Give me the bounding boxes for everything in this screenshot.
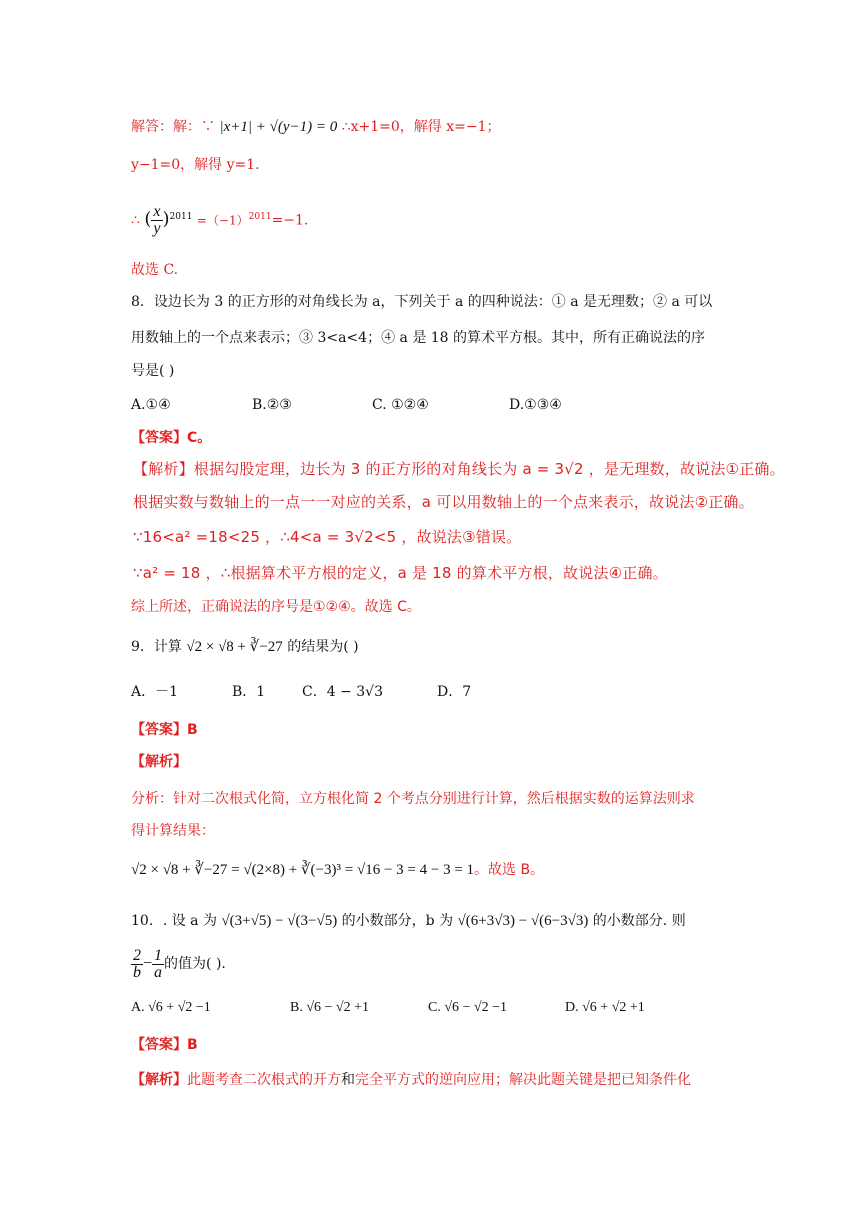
q9-calc-expr: √2 × √8 + ∛−27 = √(2×8) + ∛(−3)³ = √16 − 3 = 4 − 3 = 1 (131, 862, 475, 878)
solution7-exponent: 2011 (169, 212, 193, 222)
q10-analysis-label: 【解析】 (131, 1072, 187, 1088)
q8-summary: 综上所述，正确说法的序号是①②④。故选 C。 (131, 599, 421, 615)
q9-option-a: A．－1 (131, 684, 179, 700)
solution7-line1-expr: |x+1| + √(y−1) = 0 (219, 119, 338, 135)
q10-analysis-1b: 和 (341, 1072, 355, 1088)
q9-analysis-label: 【解析】 (131, 754, 187, 770)
q10-stem-line2-suffix: 的值为( ). (164, 956, 226, 972)
q10-stem-suffix: 的小数部分. 则 (592, 913, 686, 929)
q10-answer: 【答案】B (131, 1037, 198, 1053)
q8-answer: 【答案】C。 (131, 430, 212, 446)
q9-stem-prefix: 9．计算 (131, 639, 182, 655)
q9-stem (131, 637, 359, 657)
q9-option-d: D．7 (437, 684, 472, 700)
q10-option-c: C. √6 − √2 −1 (428, 1000, 507, 1015)
q10-stem-prefix: 10．. 设 a 为 (131, 913, 217, 929)
q10-stem-expr-a: √(3+√5) − √(3−√5) (221, 913, 338, 929)
q8-analysis-1: 【解析】根据勾股定理，边长为 3 的正方形的对角线长为 a = 3√2 ，是无理数，故说法①正确。 (133, 460, 785, 478)
solution7-line3: ∴ ( $\frac{x}{y}$ )$^{2011} =(-1)^{2011}=-1$. (131, 203, 309, 238)
q8-option-c: C. ①②④ (372, 397, 429, 413)
q10-analysis (131, 1070, 691, 1090)
q10-stem-expr-b: √(6+3√3) − √(6−3√3) (457, 913, 589, 929)
q8-line1: 8．设边长为 3 的正方形的对角线长为 a，下列关于 a 的四种说法：① a 是无理数；② a 可以 (131, 294, 713, 310)
q8-analysis-4: ∵a² = 18 ，∴根据算术平方根的定义，a 是 18 的算术平方根，故说法④正确。 (133, 564, 668, 582)
q9-stem-suffix: 的结果为( ) (287, 639, 359, 655)
q9-option-b: B．1 (232, 684, 266, 700)
q9-stem-expr: √2 × √8 + ∛−27 (186, 639, 283, 655)
q8-line2: 用数轴上的一个点来表示；③ 3<a<4；④ a 是 18 的算术平方根。其中，所有正确说法的序 (131, 330, 706, 346)
q8-line3: 号是( ) (131, 363, 175, 379)
q10-option-b: B. √6 − √2 +1 (290, 1000, 369, 1015)
q9-option-c: C．4 − 3√3 (302, 684, 383, 700)
solution7-line3-mid: =（−1） (196, 213, 249, 228)
solution7-fraction: $\frac{x}{y}$ (153, 203, 161, 238)
solution7-line3-end: =−1. (271, 212, 309, 229)
q10-stem-line1 (131, 911, 686, 931)
solution7-exponent2: 2011 (248, 212, 272, 222)
solution7-line2: y−1=0，解得 y=1. (131, 157, 260, 173)
q10-stem-mid: 的小数部分，b 为 (341, 913, 454, 929)
q8-option-d: D.①③④ (509, 397, 562, 413)
q9-calc-suffix: 。故选 B。 (474, 862, 545, 878)
solution7-line4: 故选 C. (131, 262, 179, 278)
q10-fraction-2-over-b: $\frac{2}{b}$ (133, 946, 141, 981)
solution7-line1-suffix: ∴x+1=0，解得 x=−1； (341, 119, 501, 135)
q9-answer: 【答案】B (131, 722, 198, 738)
q9-analysis-2: 得计算结果： (131, 823, 215, 839)
q9-calculation (131, 860, 544, 880)
q10-option-a: A. √6 + √2 −1 (131, 1000, 211, 1015)
q8-analysis-2: 根据实数与数轴上的一点一一对应的关系，a 可以用数轴上的一个点来表示，故说法②正确。 (133, 493, 754, 511)
solution7-line1 (131, 117, 500, 137)
q10-stem-line2: $\frac{2}{b}$ − $\frac{1}{a}$ 的值为( ). (133, 946, 226, 981)
solution7-line3-prefix: ∴ (131, 212, 140, 229)
q10-analysis-1a: 此题考查二次根式的开方 (187, 1072, 341, 1088)
q9-analysis-1: 分析：针对二次根式化简，立方根化简 2 个考点分别进行计算，然后根据实数的运算法则求 (131, 791, 695, 807)
q8-option-b: B.②③ (252, 397, 292, 413)
q10-option-d: D. √6 + √2 +1 (565, 1000, 645, 1015)
q8-option-a: A.①④ (131, 397, 171, 413)
q10-analysis-1c: 完全平方式的逆向应用；解决此题关键是把已知条件化 (355, 1072, 691, 1088)
solution7-line1-prefix: 解答：解：∵ (131, 119, 215, 135)
q8-analysis-3: ∵16<a² =18<25 ，∴4<a = 3√2<5 ，故说法③错误。 (133, 528, 522, 546)
q10-fraction-1-over-a: $\frac{1}{a}$ (154, 946, 163, 981)
